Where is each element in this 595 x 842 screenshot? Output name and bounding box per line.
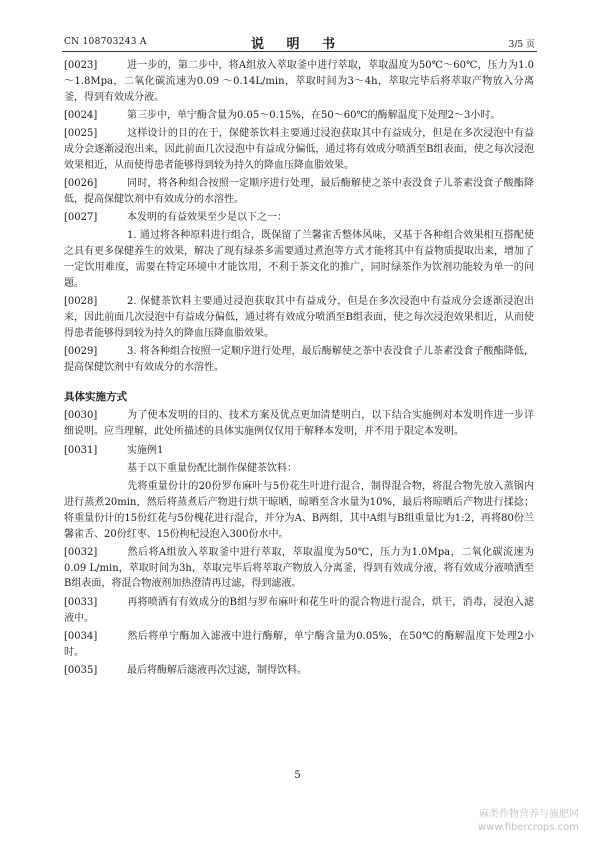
paragraph-text: 为了使本发明的目的、技术方案及优点更加清楚明白，以下结合实施例对本发明作进一步详细说明。应当理解，此处所描述的具体实施例仅仅用于解释本发明，并不用于限定本发明。 [64,410,534,438]
paragraph-text: 最后将酶解后滤液再次过滤，制得饮料。 [127,664,307,676]
paragraph [64,294,534,341]
document-title: 说 明 书 [250,37,345,52]
paragraph-number: [0025] [64,128,98,140]
paragraph [64,108,534,124]
paragraph-text: 先将重量份计的20份罗布麻叶与5份花生叶进行混合，制得混合物，将混合物先放入蒸锅内进行蒸煮20min，然后将蒸煮后产物进行烘干晾晒，晾晒至含水量为10%，最后将晾晒后产物进行揉捻；将重量份计的15份红花与5份槐花进行混合，并分为A、B两组，其中A组与B组重量比为1:2，再将80份兰馨雀舌、20份红枣、15份枸杞浸泡入300份水中。 [64,481,534,540]
paragraph [64,176,534,208]
paragraph [64,228,534,291]
paragraph [64,408,534,440]
paragraph-text: 2. 保健茶饮料主要通过浸泡获取其中有益成分，但是在多次浸泡中有益成分会逐渐浸泡出来，因此前面几次浸泡中有益成分偏低，通过将有效成分喷洒至B组表面，使之每次浸泡效果相近，从而使得患者能够得到较为持久的降血压降血脂效果。 [64,296,534,339]
paragraph-text: 3. 将各种组合按照一定顺序进行处理，最后酶解使之茶中表没食子儿茶素没食子酸酯降低，提高保健饮剂中有效成分的水溶性。 [64,346,534,373]
watermark-name: 麻类作物营养与施肥网 [479,809,579,820]
paragraph-number: [0026] [64,178,98,190]
paragraph-number: [0023] [64,60,98,71]
paragraph-text: 基于以下重量份配比制作保健茶饮料： [127,462,297,474]
patent-number: CN 108703243 A [64,37,147,47]
paragraph-text: 1. 通过将各种原料进行组合，既保留了兰馨雀舌整体风味，又基于各种组合效果相互搭配使之具有更多保健养生的效果，解决了现有绿茶多需要通过煮泡等方式才能将其中有益物质提取出来，增加了一定饮用难度，需要在特定环境中才能饮用，不利于茶文化的推广，同时绿茶作为饮剂功能较为单一的问题。 [64,230,534,289]
paragraph [64,663,534,679]
paragraph-number: [0030] [64,410,98,422]
paragraph-number: [0033] [64,596,98,608]
watermark [478,808,579,834]
paragraph-text: 然后将单宁酶加入滤液中进行酶解，单宁酶含量为0.05%，在50℃的酶解温度下处理2小时。 [64,630,534,658]
paragraph-list-embodiment [64,408,534,678]
paragraph-number: [0028] [64,296,98,308]
page-number: 5 [294,770,301,781]
paragraph [64,629,534,661]
header-divider [62,51,537,52]
page-indicator: 3/5 页 [508,40,535,50]
paragraph-text: 第三步中，单宁酶含量为0.05～0.15%，在50～60℃的酶解温度下处理2～3小时。 [127,109,501,121]
paragraph-number: [0029] [64,346,98,358]
paragraph-text: 再将喷洒有有效成分的B组与罗布麻叶和花生叶的混合物进行混合，烘干，消毒，浸泡入滤液中。 [64,596,534,624]
paragraph-text: 同时，将各种组合按照一定顺序进行处理，最后酶解使之茶中表没食子儿茶素没食子酸酯降低，提高保健饮剂中有效成分的水溶性。 [64,178,534,205]
paragraph-list-summary [64,58,534,376]
section-title: 具体实施方式 [64,390,127,403]
paragraph [64,210,534,226]
paragraph-text: 本发明的有益效果至少是以下之一： [127,212,287,224]
paragraph-text: 这样设计的目的在于，保健茶饮料主要通过浸泡获取其中有益成分，但是在多次浸泡中有益成分会逐渐浸泡出来，因此前面几次浸泡中有益成分偏低，通过将有效成分喷洒至B组表面，使之每次浸泡效果相近，从而使得患者能够得到较为持久的降血压降血脂效果。 [64,128,534,171]
paragraph-text: 实施例1 [127,444,164,456]
paragraph-number: [0027] [64,212,98,224]
paragraph [64,58,534,105]
paragraph [64,479,534,542]
paragraph-number: [0031] [64,444,98,456]
paragraph [64,545,534,592]
paragraph [64,344,534,376]
paragraph [64,595,534,627]
paragraph [64,461,534,477]
paragraph-number: [0034] [64,630,98,642]
watermark-url: www.fibercrops.com [477,822,579,833]
paragraph-number: [0032] [64,546,98,558]
paragraph [64,126,534,173]
paragraph-number: [0024] [64,109,98,121]
paragraph-text: 然后将A组放入萃取釜中进行萃取，萃取温度为50℃，压力为1.0Mpa，二氧化碳流速为0.09 L/min，萃取时间为3h，萃取完毕后将萃取产物放入分离釜，得到有效成分液，将有效成分液喷洒至B组表面，将混合物液剂加热澄清再过滤，得到滤液。 [64,546,534,590]
paragraph [64,443,534,459]
paragraph-text: 进一步的，第二步中，将A组放入萃取釜中进行萃取，萃取温度为50℃～60℃，压力为1.0～1.8Mpa，二氧化碳流速为0.09 ～0.14L/min，萃取时间为3～4h，萃取完毕后将萃取产物放入分离釜，得到有效成分液。 [64,60,534,103]
document-body [64,58,534,681]
paragraph-number: [0035] [64,664,98,676]
